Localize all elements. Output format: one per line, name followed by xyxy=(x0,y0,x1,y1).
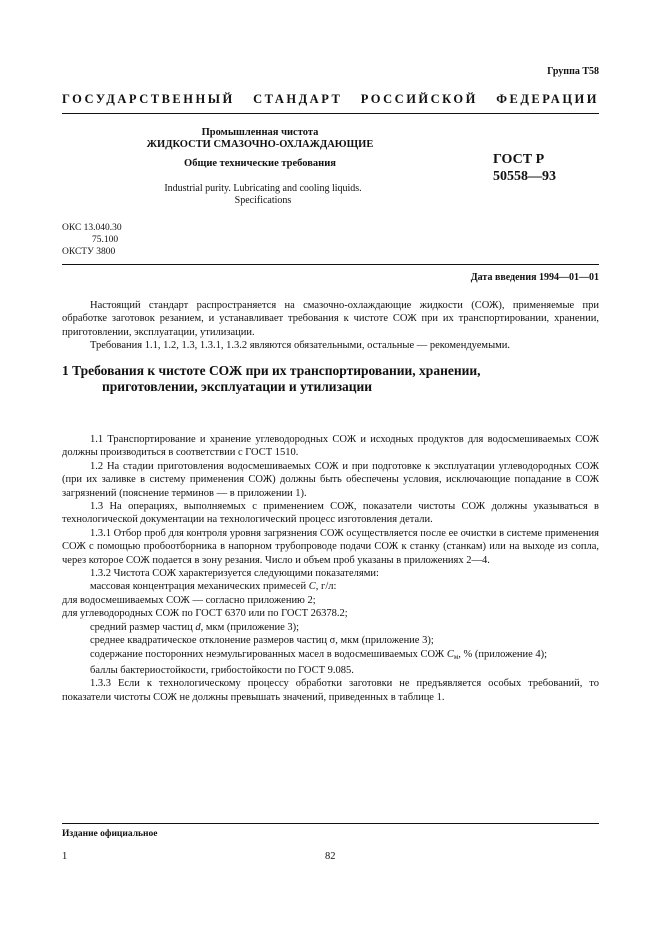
section-1-heading-line-2: приготовлении, эксплуатации и утилизации xyxy=(102,379,373,394)
title-line-3: Общие технические требования xyxy=(184,158,336,169)
page-number-center: 82 xyxy=(325,851,336,862)
codes-rule xyxy=(62,264,599,265)
footer-rule xyxy=(62,823,599,824)
effective-date: Дата введения 1994—01—01 xyxy=(470,272,599,283)
oks-code-2: 75.100 xyxy=(92,235,119,245)
mass-concentration-item: массовая концентрация механических примесей C, г/л: xyxy=(90,581,337,593)
section-1-heading xyxy=(62,363,599,395)
clause-1-1: 1.1 Транспортирование и хранение углеводородных СОЖ и исходных продуктов для водосмешиваемых СОЖ должны производиться в соответствии с ГОСТ 1510. xyxy=(62,434,599,459)
intro-paragraph-2: Требования 1.1, 1.2, 1.3, 1.3.1, 1.3.2 являются обязательными, остальные — рекомендуемыми. xyxy=(90,340,511,352)
title-line-1: Промышленная чистота xyxy=(201,127,319,138)
size-symbol: d xyxy=(195,621,201,633)
clause-1-2: 1.2 На стадии приготовления водосмешиваемых СОЖ и при подготовке к эксплуатации углеводородных СОЖ (при их заливке в систему применения СОЖ) должны быть обеспечены условия, исключающие попадание в СОЖ загрязнений (пояснение терминов — в приложении 1). xyxy=(62,460,599,499)
oil-content-item: содержание посторонних неэмульгированных масел в водосмешиваемых СОЖ $C_м$, % (приложение 4); xyxy=(90,648,548,661)
gost-number-block xyxy=(493,151,556,185)
gost-label: ГОСТ Р xyxy=(493,152,545,167)
classification-codes xyxy=(62,222,122,258)
average-size-item: средний размер частиц d, мкм (приложение 3); xyxy=(90,621,300,633)
group-code: Группа Т58 xyxy=(547,66,599,77)
gost-number: 50558—93 xyxy=(493,169,556,184)
title-block xyxy=(130,127,390,170)
oil-symbol: C xyxy=(446,648,454,660)
state-standard-title: ГОСУДАРСТВЕННЫЙ СТАНДАРТ РОССИЙСКОЙ ФЕДЕРАЦИИ xyxy=(62,92,599,106)
page-number-left: 1 xyxy=(62,851,68,862)
edition-note: Издание официальное xyxy=(62,829,158,839)
section-1-body xyxy=(62,433,599,704)
section-1-heading-line-1: 1 Требования к чистоте СОЖ при их транспортировании, хранении, xyxy=(62,363,481,378)
mass-symbol: C xyxy=(308,581,316,593)
oil-subscript: м xyxy=(453,652,459,661)
std-dev-item: среднее квадратическое отклонение размеров частиц σ, мкм (приложение 3); xyxy=(90,635,434,647)
english-title-line-2: Specifications xyxy=(234,195,292,206)
okstu-code: ОКСТУ 3800 xyxy=(62,247,116,257)
title-line-2: ЖИДКОСТИ СМАЗОЧНО-ОХЛАЖДАЮЩИЕ xyxy=(146,139,374,150)
english-title-line-1: Industrial purity. Lubricating and cooling liquids. xyxy=(164,183,362,194)
clause-1-3: 1.3 На операциях, выполняемых с применением СОЖ, показатели чистоты СОЖ должны указываться в технологической документации на технологический процесс изготовления детали. xyxy=(62,501,599,526)
bacteria-item: баллы бактериостойкости, грибостойкости по ГОСТ 9.085. xyxy=(90,664,354,676)
intro-paragraph-1: Настоящий стандарт распространяется на смазочно-охлаждающие жидкости (СОЖ), применяемые при обработке заготовок резанием, и устанавливает требования к чистоте СОЖ при их транспортировании, хранении, приготовлении, эксплуатации, утилизации. xyxy=(62,300,599,338)
clause-1-3-1: 1.3.1 Отбор проб для контроля уровня загрязнения СОЖ осуществляется после ее очистки в системе применения СОЖ с помощью пробоотборника в напорном трубопроводе подачи СОЖ к станку (станкам) или на выходе из сопла, через которое СОЖ подается в зону резания. Число и объем проб указаны в приложениях 2—4. xyxy=(62,527,599,566)
english-title xyxy=(148,183,378,207)
intro-text xyxy=(62,299,599,353)
water-mix-item: для водосмешиваемых СОЖ — согласно приложению 2; xyxy=(62,594,316,606)
hydrocarbon-item: для углеводородных СОЖ по ГОСТ 6370 или по ГОСТ 26378.2; xyxy=(62,608,348,620)
clause-1-3-3: 1.3.3 Если к технологическому процессу обработки заготовки не предъявляется особых требований, то показатели чистоты СОЖ не должны превышать значений, приведенных в таблице 1. xyxy=(62,678,599,703)
header-rule xyxy=(62,113,599,114)
clause-1-3-2: 1.3.2 Чистота СОЖ характеризуется следующими показателями: xyxy=(90,568,379,580)
oks-code-1: ОКС 13.040.30 xyxy=(62,223,122,233)
